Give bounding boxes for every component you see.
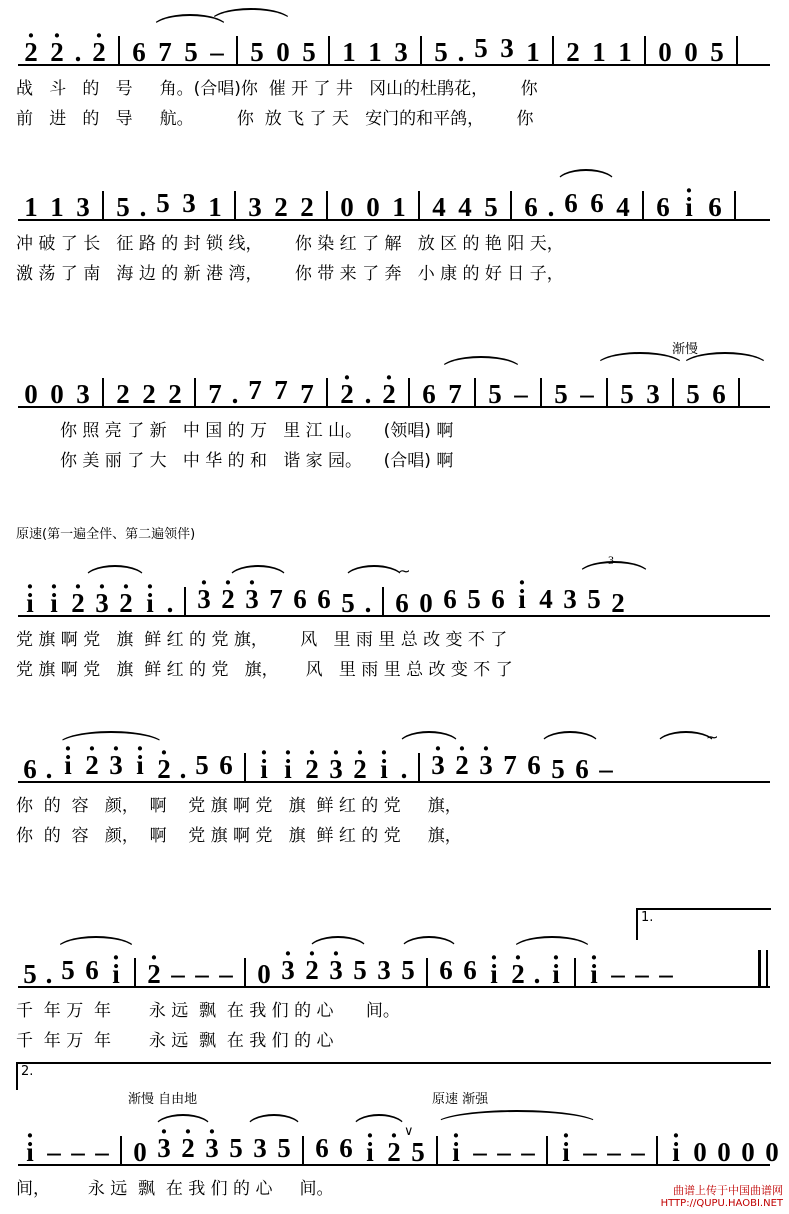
slur — [58, 731, 164, 745]
slur — [398, 731, 460, 745]
source-line-2: HTTP://QUPU.HAOBI.NET — [660, 1197, 783, 1209]
slur — [84, 565, 146, 579]
repeat-barline-thin — [766, 950, 768, 988]
triplet-number: 3 — [608, 553, 614, 567]
music-system-2 — [0, 155, 789, 305]
mordent-sign: ∼ — [706, 730, 719, 746]
source-line-1: 曲谱上传于中国曲谱网 — [673, 1183, 783, 1197]
system-3-lyrics-verse2: 你 美 丽 了 大 中 华 的 和 谐 家 园。 (合唱) 啊 — [60, 451, 454, 471]
system-6-lyrics-verse1: 千 年 万 年 永 远 飘 在 我 们 的 心 间。 — [16, 1001, 400, 1021]
system-2-notes: 1 1 3 5 . 5 3 1 3 2 2 0 0 1 4 4 5 6 . 6 6 4 6 · i 6 — [18, 181, 742, 221]
tempo-mark-a-tempo-cresc: 原速 渐强 — [432, 1092, 489, 1107]
slur — [436, 1110, 598, 1124]
system-3-lyrics-verse1: 你 照 亮 了 新 中 国 的 万 里 江 山。 (领唱) 啊 — [60, 421, 454, 441]
volta-bracket-2: 2. — [16, 1062, 771, 1090]
slur — [344, 565, 404, 579]
music-system-1 — [0, 0, 789, 150]
system-4-notes: · i · i · 2 · 3 · 2 · i . · 3 · 2 · 3 7 6 6 5 . 6 0 6 5 6 · i 4 3 5 2 — [18, 577, 630, 617]
mordent-sign: ∼ — [398, 564, 411, 580]
tempo-mark-rit: 渐慢 — [672, 342, 699, 357]
slur — [440, 356, 522, 370]
slur — [352, 1114, 406, 1128]
music-system-4 — [0, 515, 789, 700]
system-5-lyrics-verse1: 你 的 容 颜， 啊 党 旗 啊 党 旗 鲜 红 的 党 旗， — [16, 796, 462, 816]
slur — [56, 936, 136, 950]
slur — [556, 169, 616, 183]
system-7-notes: · i – – – 0 · 3 · 2 · 3 5 3 5 6 6 · i · 2 5 · i – – – · i – – – · i 0 0 0 0 — [18, 1126, 789, 1166]
slur — [512, 936, 592, 950]
system-6-notes: 5 . 5 6 · i · 2 – – – 0 · 3 · 2 · 3 5 3 5 6 6 · i · 2 . · i · i – – – — [18, 948, 678, 988]
system-1-lyrics-verse2: 前 进 的 导 航。 你 放 飞 了 天 安门的和平鸽， 你 — [16, 109, 534, 129]
system-6-lyrics-verse2: 千 年 万 年 永 远 飘 在 我 们 的 心 — [16, 1031, 334, 1051]
slur — [400, 936, 458, 950]
system-5-lyrics-verse2: 你 的 容 颜， 啊 党 旗 啊 党 旗 鲜 红 的 党 旗， — [16, 826, 462, 846]
system-1-notes: · 2 · 2 . · 2 6 7 5 – 5 0 5 1 1 3 5 . 5 3 1 2 1 1 0 0 5 — [18, 26, 744, 66]
system-4-lyrics-verse1: 党 旗 啊 党 旗 鲜 红 的 党 旗， 风 里 雨 里 总 改 变 不 了 — [16, 630, 508, 650]
breath-mark: ∨ — [404, 1124, 414, 1139]
repeat-barline — [758, 950, 761, 988]
music-system-3 — [0, 330, 789, 495]
system-2-lyrics-verse2: 激 荡 了 南 海 边 的 新 港 湾， 你 带 来 了 奔 小 康 的 好 日 子， — [16, 264, 564, 284]
section-mark-original-tempo: 原速(第一遍全伴、第二遍领伴) — [16, 527, 196, 542]
slur — [596, 352, 684, 366]
slur — [210, 8, 292, 22]
system-7-lyrics: 间， 永 远 飘 在 我 们 的 心 间。 — [16, 1179, 334, 1199]
slur — [308, 936, 368, 950]
music-system-6 — [0, 880, 789, 1055]
system-4-lyrics-verse2: 党 旗 啊 党 旗 鲜 红 的 党 旗， 风 里 雨 里 总 改 变 不 了 — [16, 660, 513, 680]
slur — [228, 565, 288, 579]
system-2-lyrics-verse1: 冲 破 了 长 征 路 的 封 锁 线， 你 染 红 了 解 放 区 的 艳 阳 天， — [16, 234, 564, 254]
system-3-notes: 0 0 3 2 2 2 7 . 7 7 7 · 2 . · 2 6 7 5 – 5 – 5 3 5 6 — [18, 368, 746, 408]
slur — [540, 731, 600, 745]
source-watermark — [661, 1184, 783, 1210]
music-system-5 — [0, 705, 789, 870]
system-5-notes: 6 . · i · 2 · 3 · i · 2 . 5 6 · i · i · 2 · 3 · 2 · i . · 3 · 2 · 3 7 6 5 6 – — [18, 743, 618, 783]
system-1-lyrics-verse1: 战 斗 的 号 角。(合唱)你 催 开 了 井 冈山的杜鹃花， 你 — [16, 79, 538, 99]
volta-bracket-1: 1. — [636, 908, 771, 940]
music-system-7 — [0, 1062, 789, 1214]
slur — [578, 561, 650, 575]
slur — [246, 1114, 302, 1128]
tempo-mark-rit-free: 渐慢 自由地 — [128, 1092, 198, 1107]
